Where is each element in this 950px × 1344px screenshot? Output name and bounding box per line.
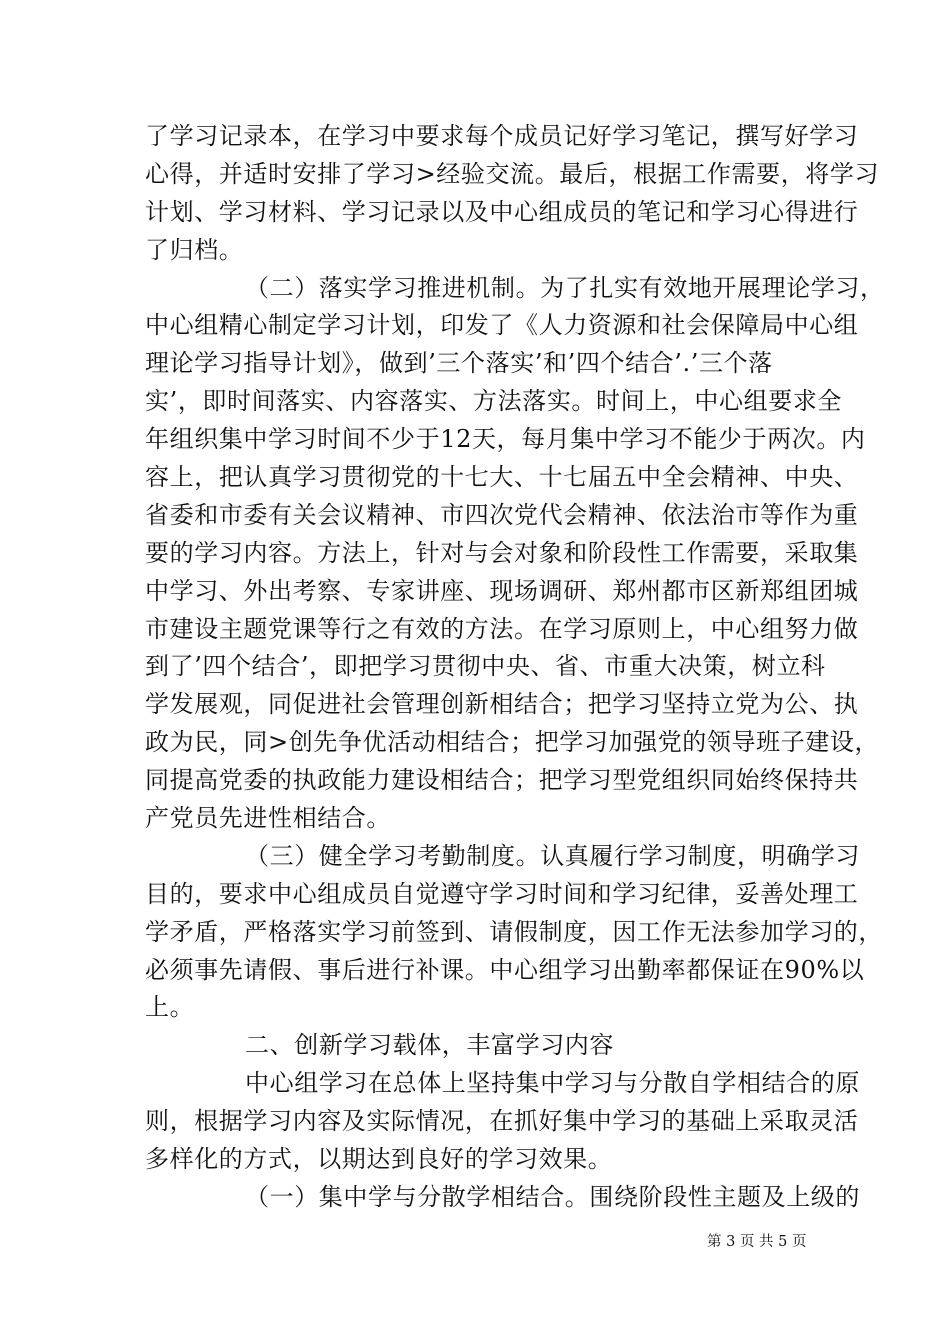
text-line: 政为民，同>创先争优活动相结合；把学习加强党的领导班子建设，	[145, 728, 880, 757]
text-line: 计划、学习材料、学习记录以及中心组成员的笔记和学习心得进行	[145, 197, 859, 226]
text-line: 市建设主题党课等行之有效的方法。在学习原则上，中心组努力做	[145, 614, 859, 643]
text-line: 到了’四个结合’，即把学习贯彻中央、省、市重大决策，树立科	[145, 652, 826, 681]
text-line: 产党员先进性相结合。	[145, 804, 391, 833]
text-line: 年组织集中学习时间不少于12天，每月集中学习不能少于两次。内	[145, 425, 866, 454]
text-line: 省委和市委有关会议精神、市四次党代会精神、依法治市等作为重	[145, 500, 859, 529]
page-number-footer: 第 3 页 共 5 页	[707, 1234, 807, 1250]
text-line: 理论学习指导计划》，做到’三个落实’和’四个结合’.’三个落	[145, 349, 773, 378]
text-line: 了学习记录本，在学习中要求每个成员记好学习笔记，撰写好学习	[145, 122, 859, 150]
paragraph-start-line: （三）健全学习考勤制度。认真履行学习制度，明确学习	[245, 841, 860, 870]
text-line: 心得，并适时安排了学习>经验交流。最后，根据工作需要，将学习	[145, 159, 880, 188]
text-line: 多样化的方式，以期达到良好的学习效果。	[145, 1145, 613, 1174]
text-line: 容上，把认真学习贯彻党的十七大、十七届五中全会精神、中央、	[145, 463, 859, 492]
text-line: 上。	[145, 993, 195, 1022]
text-line: 学发展观，同促进社会管理创新相结合；把学习坚持立党为公、执	[145, 690, 859, 719]
paragraph-start-line: （一）集中学与分散学相结合。围绕阶段性主题及上级的	[245, 1182, 860, 1211]
text-line: 中心组精心制定学习计划，印发了《人力资源和社会保障局中心组	[145, 311, 859, 340]
text-line: 则，根据学习内容及实际情况，在抓好集中学习的基础上采取灵活	[145, 1107, 859, 1136]
section-heading: 二、创新学习载体，丰富学习内容	[245, 1031, 614, 1060]
text-line: 要的学习内容。方法上，针对与会对象和阶段性工作需要，采取集	[145, 538, 859, 567]
paragraph-start-line: （二）落实学习推进机制。为了扎实有效地开展理论学习，	[245, 273, 885, 302]
text-line: 目的，要求中心组成员自觉遵守学习时间和学习纪律，妥善处理工	[145, 879, 859, 908]
text-line: 了归档。	[145, 235, 244, 264]
paragraph-start-line: 中心组学习在总体上坚持集中学习与分散自学相结合的原	[245, 1069, 860, 1098]
text-line: 学矛盾，严格落实学习前签到、请假制度，因工作无法参加学习的，	[145, 917, 883, 946]
text-line: 必须事先请假、事后进行补课。中心组学习出勤率都保证在90%以	[145, 955, 865, 984]
text-line: 同提高党委的执政能力建设相结合；把学习型党组织同始终保持共	[145, 766, 859, 795]
document-body	[145, 118, 885, 1217]
text-line: 中学习、外出考察、专家讲座、现场调研、郑州都市区新郑组团城	[145, 576, 859, 605]
text-line: 实’，即时间落实、内容落实、方法落实。时间上，中心组要求全	[145, 387, 843, 416]
